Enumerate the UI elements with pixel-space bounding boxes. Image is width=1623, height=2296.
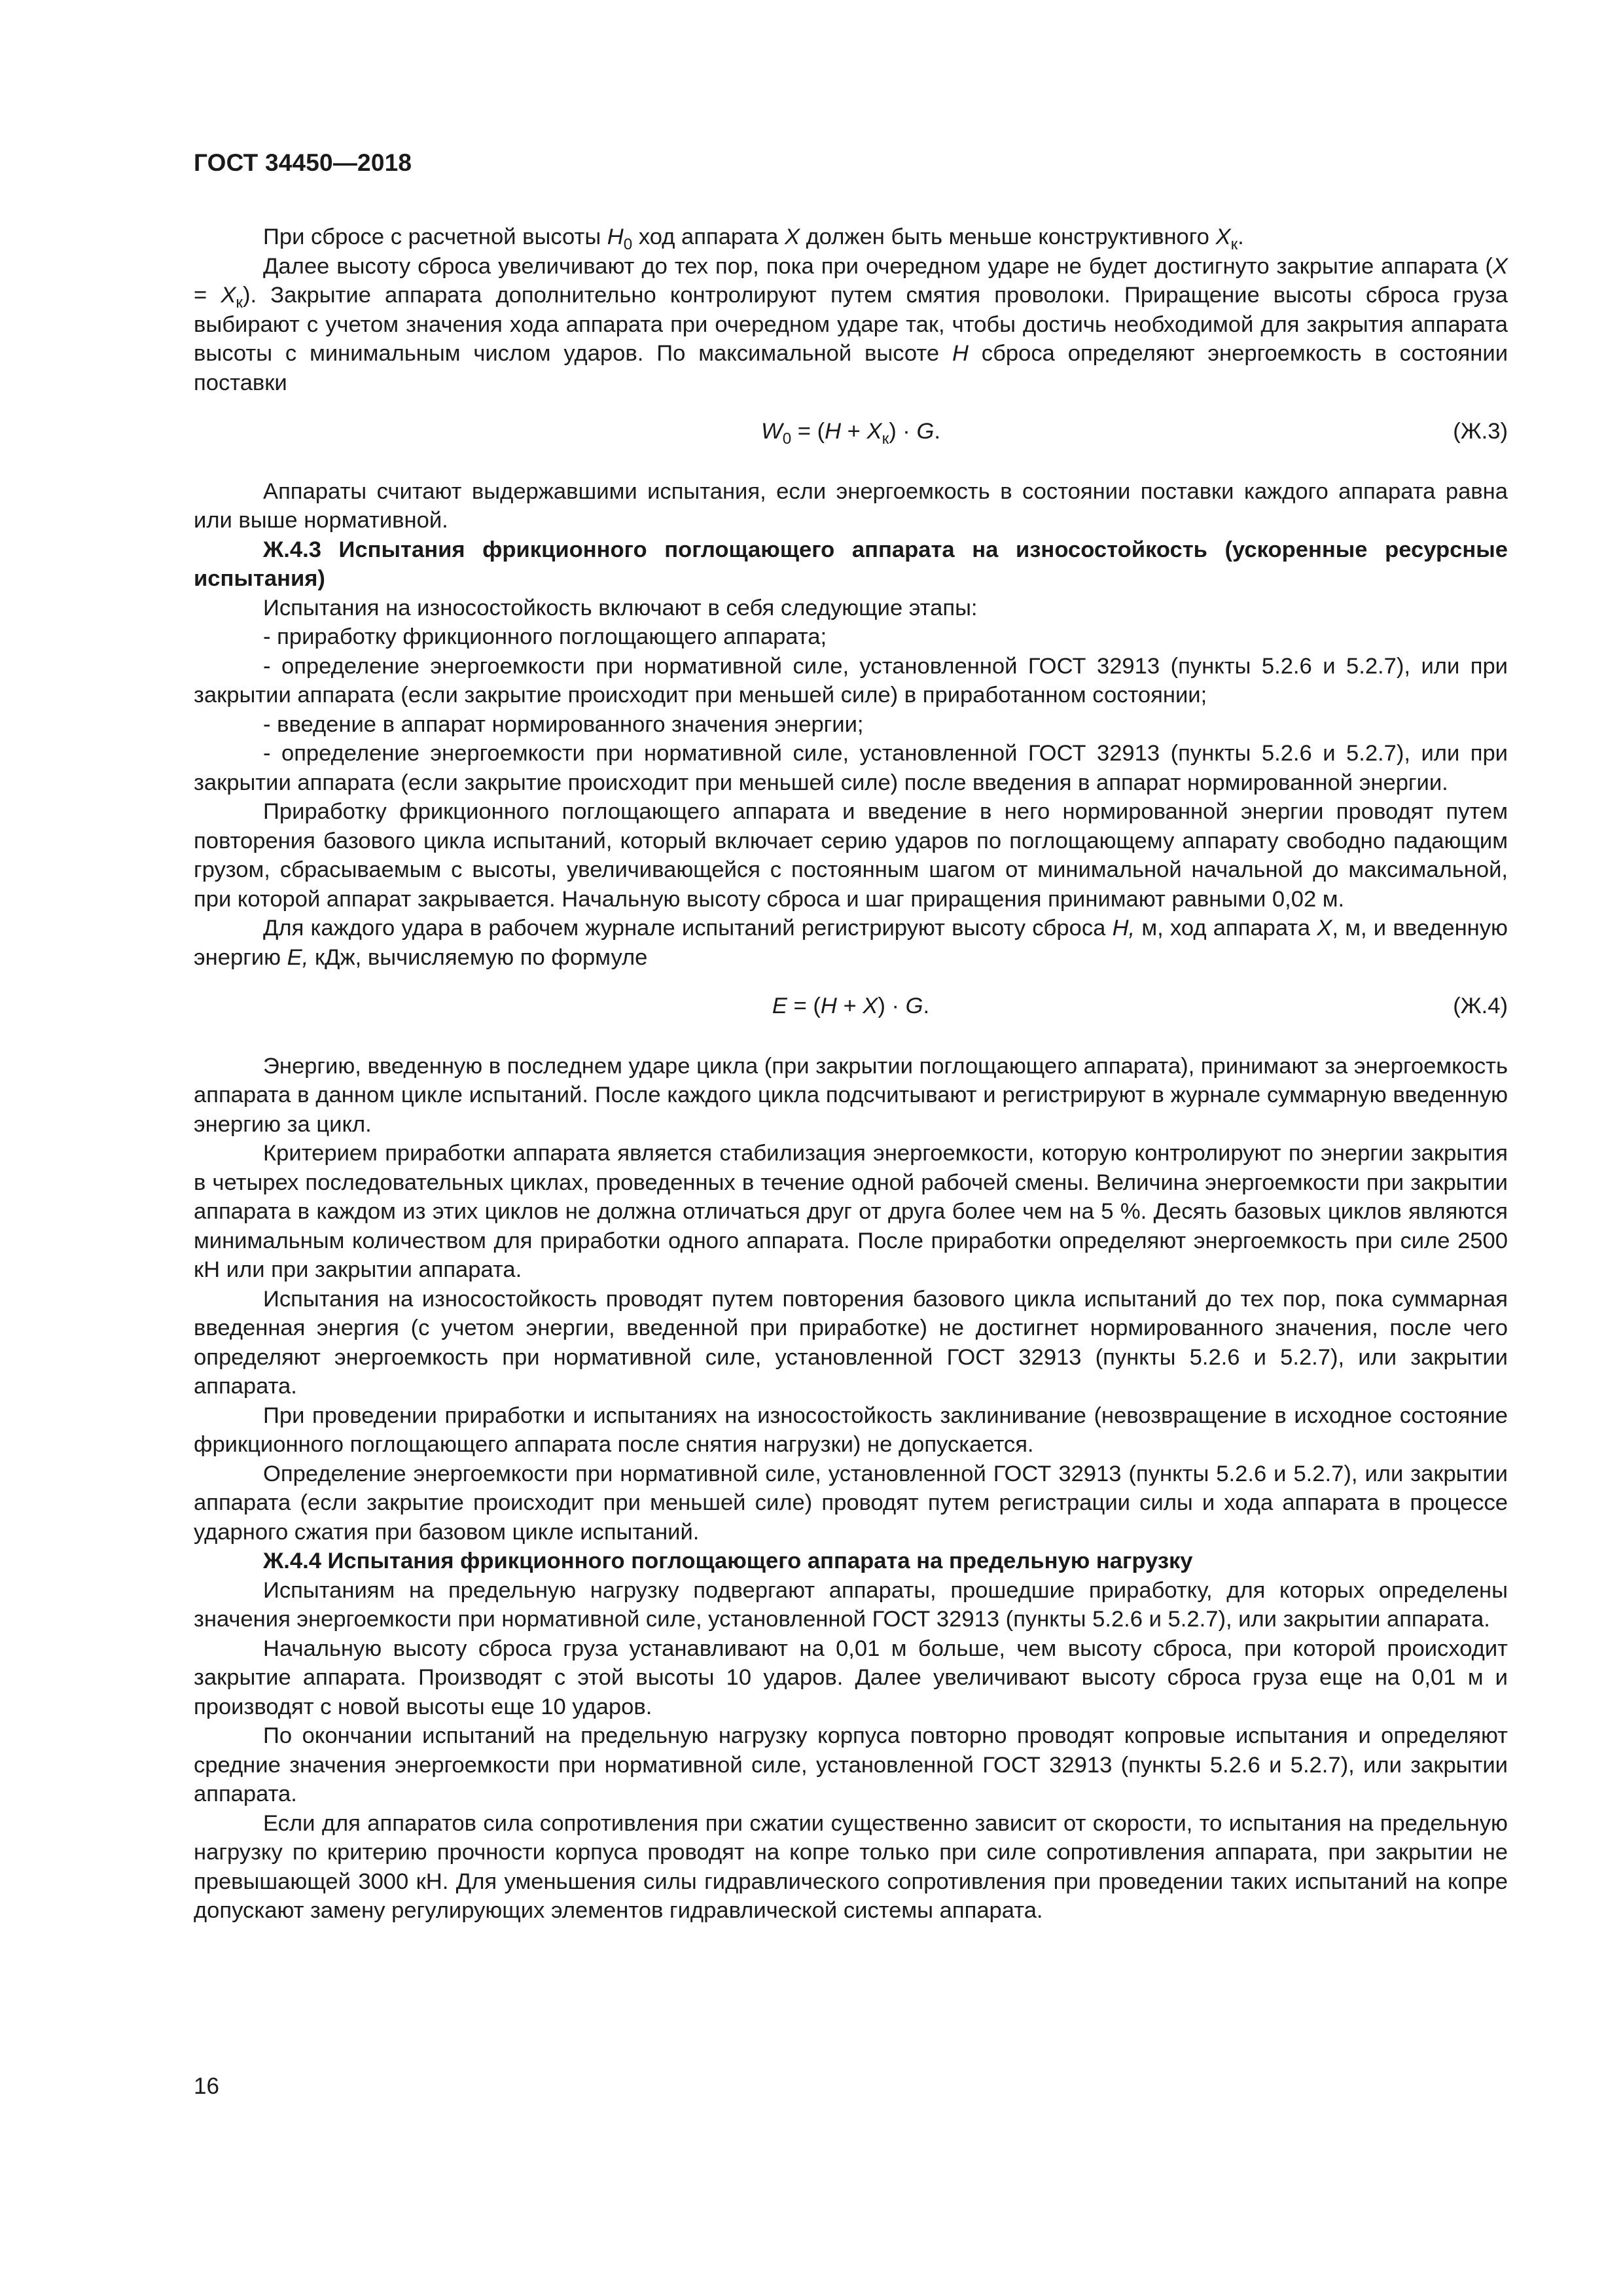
list-item: - приработку фрикционного поглощающего аппарата; (263, 624, 827, 649)
paragraph-stages-intro: Испытания на износостойкость включают в себя следующие этапы: (263, 595, 978, 620)
list-item: - определение энергоемкости при нормативной силе, установленной ГОСТ 32913 (пункты 5.2.6 и 5.2.7), или при закрытии аппарата (если закрытие происходит при меньшей силе) в приработанном состоянии; (194, 653, 1508, 708)
paragraph-drop-height: При сбросе с расчетной высоты $H_0$ ход аппарата X должен быть меньше конструктивного $X_к$. (263, 224, 1244, 253)
document-header: ГОСТ 34450—2018 (194, 149, 412, 176)
paragraph-impact-log: Для каждого удара в рабочем журнале испытаний регистрируют высоту сброса H, м, ход аппарата X, м, и введенную энергию E, кДж, вычисляемую по формуле (194, 916, 1508, 970)
formula-zh3-expression: $W_0 = (H + X_к) \cdot G$. (761, 419, 940, 448)
paragraph-limit-load-intro: Испытаниям на предельную нагрузку подвергают аппараты, прошедшие приработку, для которых определены значения энергоемкости при нормативной силе, установленной ГОСТ 32913 (пункты 5.2.6 и 5.2.7), или закрытии аппарата. (194, 1577, 1508, 1632)
document-body (194, 223, 1508, 1926)
paragraph-run-in-criterion: Критерием приработки аппарата является стабилизация энергоемкости, которую контролируют по энергии закрытия в четырех последовательных циклах, проведенных в течение одной рабочей смены. Величина энергоемкости при закрытии аппарата в каждом из этих циклов не должна отличаться друг от друга более чем на 5 %. Десять базовых циклов являются минимальным количеством для приработки одного аппарата. После приработки определяют энергоемкость при силе 2500 кН или при закрытии аппарата. (194, 1141, 1508, 1282)
formula-zh3 (194, 417, 1508, 446)
paragraph-run-in-method: Приработку фрикционного поглощающего аппарата и введение в него нормированной энергии проводят путем повторения базового цикла испытаний, который включает серию ударов по поглощающему аппарату свободно падающим грузом, сбрасываемым с высоты, увеличивающейся с постоянным шагом от минимальной начальной до максимальной, при которой аппарат закрывается. Начальную высоту сброса и шаг приращения принимают равными 0,02 м. (194, 799, 1508, 912)
list-item: - введение в аппарат нормированного значения энергии; (263, 711, 864, 737)
formula-zh4-number: (Ж.4) (1453, 994, 1508, 1018)
section-heading-zh43: Ж.4.3 Испытания фрикционного поглощающего аппарата на износостойкость (ускоренные ресурсные испытания) (194, 537, 1508, 591)
page-number: 16 (194, 2073, 219, 2099)
section-heading-zh44: Ж.4.4 Испытания фрикционного поглощающего аппарата на предельную нагрузку (263, 1549, 1193, 1573)
paragraph-hydraulic-note: Если для аппаратов сила сопротивления при сжатии существенно зависит от скорости, то испытания на предельную нагрузку по критерию прочности корпуса проводят на копре только при силе сопротивления аппарата, при закрытии не превышающей 3000 кН. Для уменьшения силы гидравлического сопротивления при проведении таких испытаний на копре допускают замену регулирующих элементов гидравлической системы аппарата. (194, 1810, 1508, 1923)
paragraph-limit-load-retest: По окончании испытаний на предельную нагрузку корпуса повторно проводят копровые испытания и определяют средние значения энергоемкости при нормативной силе, установленной ГОСТ 32913 (пункты 5.2.6 и 5.2.7), или закрытии аппарата. (194, 1723, 1508, 1806)
paragraph-passed-criteria: Аппараты считают выдержавшими испытания, если энергоемкость в состоянии поставки каждого аппарата равна или выше нормативной. (194, 478, 1508, 533)
formula-zh4-expression: E = (H + X) · G. (772, 994, 930, 1018)
paragraph-energy-measurement: Определение энергоемкости при нормативной силе, установленной ГОСТ 32913 (пункты 5.2.6 и 5.2.7), или закрытии аппарата (если закрытие происходит при меньшей силе) проводят путем регистрации силы и хода аппарата в процессе ударного сжатия при базовом цикле испытаний. (194, 1461, 1508, 1545)
paragraph-limit-load-height: Начальную высоту сброса груза устанавливают на 0,01 м больше, чем высоту сброса, при которой происходит закрытие аппарата. Производят с этой высоты 10 ударов. Далее увеличивают высоту сброса груза еще на 0,01 м и производят с новой высоты еще 10 ударов. (194, 1636, 1508, 1719)
paragraph-jamming: При проведении приработки и испытаниях на износостойкость заклинивание (невозвращение в исходное состояние фрикционного поглощающего аппарата после снятия нагрузки) не допускается. (194, 1403, 1508, 1457)
paragraph-wear-test: Испытания на износостойкость проводят путем повторения базового цикла испытаний до тех пор, пока суммарная введенная энергия (с учетом энергии, введенной при приработке) не достигнет нормированного значения, после чего определяют энергоемкость при нормативной силе, установленной ГОСТ 32913 (пункты 5.2.6 и 5.2.7), или закрытии аппарата. (194, 1286, 1508, 1399)
formula-zh4 (194, 992, 1508, 1021)
list-item: - определение энергоемкости при нормативной силе, установленной ГОСТ 32913 (пункты 5.2.6 и 5.2.7), или при закрытии аппарата (если закрытие происходит при меньшей силе) после введения в аппарат нормированной энергии. (194, 741, 1508, 795)
paragraph-increase-height: Далее высоту сброса увеличивают до тех пор, пока при очередном ударе не будет достигнуто закрытие аппарата $(X = X_к)$. Закрытие аппарата дополнительно контролируют путем смятия проволоки. Приращение высоты сброса груза выбирают с учетом значения хода аппарата при очередном ударе так, чтобы достичь необходимой для закрытия аппарата высоты с минимальным числом ударов. По максимальной высоте H сброса определяют энергоемкость в состоянии поставки (194, 253, 1508, 395)
paragraph-cycle-energy: Энергию, введенную в последнем ударе цикла (при закрытии поглощающего аппарата), принимают за энергоемкость аппарата в данном цикле испытаний. После каждого цикла подсчитывают и регистрируют в журнале суммарную введенную энергию за цикл. (194, 1053, 1508, 1137)
formula-zh3-number: (Ж.3) (1453, 419, 1508, 444)
